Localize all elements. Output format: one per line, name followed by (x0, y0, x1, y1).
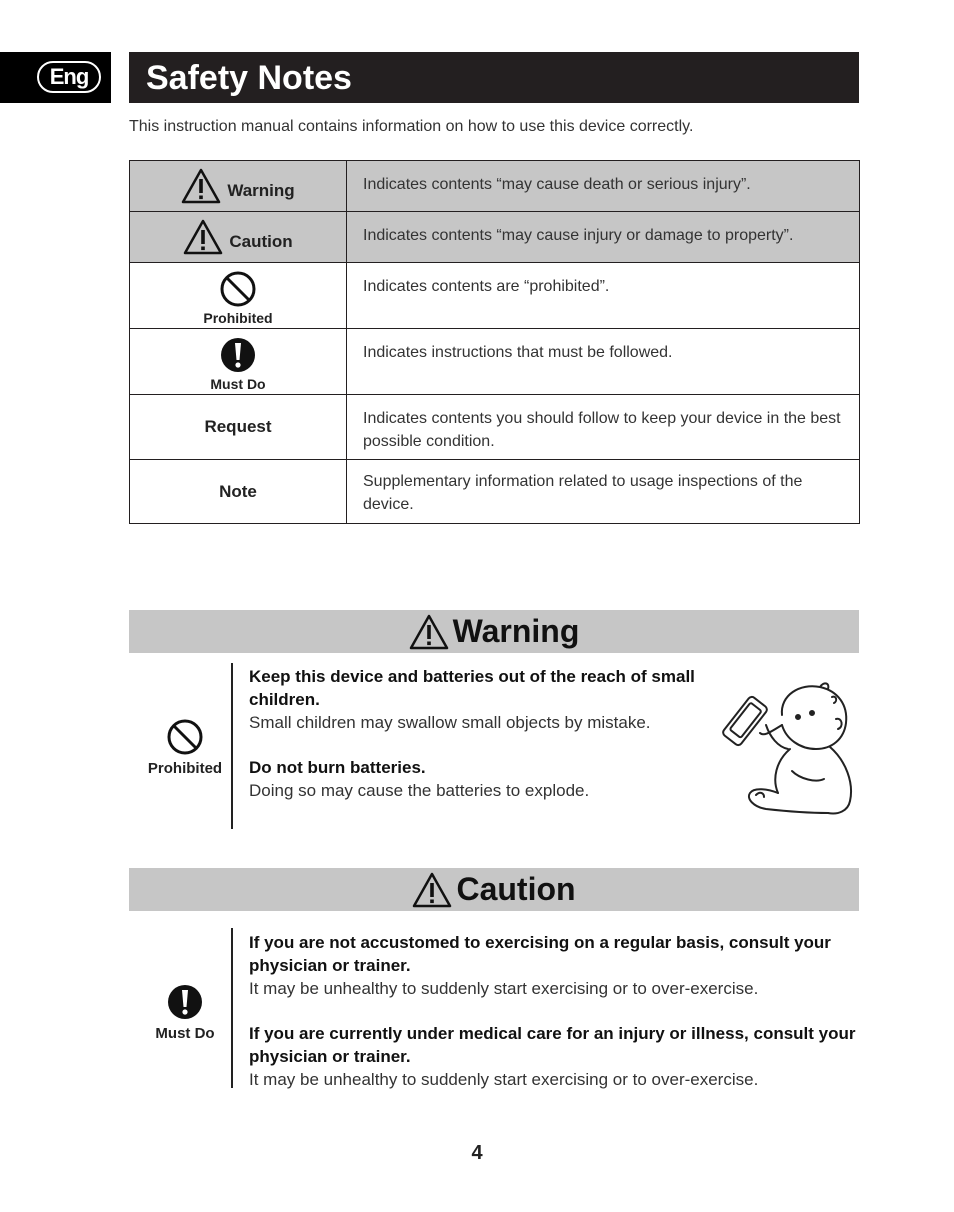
caution-divider (231, 928, 233, 1088)
legend-symbol-label: Note (130, 460, 347, 524)
warning-triangle-icon (412, 872, 452, 908)
language-badge: Eng (37, 61, 101, 93)
legend-symbol-label: Caution (229, 232, 293, 251)
caution-item-heading: If you are not accustomed to exercising on a regular basis, consult your physician or trainer. (249, 933, 831, 975)
legend-description: Indicates contents “may cause death or serious injury”. (347, 161, 860, 212)
legend-row-must-do (130, 329, 860, 395)
legend-symbol-label: Prohibited (203, 310, 273, 326)
prohibited-icon (166, 718, 204, 756)
legend-row-warning (130, 161, 860, 212)
legend-description: Indicates contents are “prohibited”. (347, 263, 860, 329)
caution-item-heading: If you are currently under medical care for an injury or illness, consult your physician or trainer. (249, 1024, 856, 1066)
warning-section-title: Warning (452, 613, 580, 649)
legend-symbol-label: Request (130, 395, 347, 460)
prohibited-icon (219, 270, 257, 308)
warning-item-heading: Do not burn batteries. (249, 758, 426, 777)
warning-section-bar (129, 610, 859, 653)
caution-section-bar (129, 868, 859, 911)
caution-item-text: It may be unhealthy to suddenly start exercising or to over-exercise. (249, 979, 759, 998)
caution-must-do-marker (144, 983, 226, 1042)
page-number: 4 (471, 1142, 483, 1164)
symbol-legend-table (129, 160, 860, 524)
prohibited-label: Prohibited (147, 760, 223, 777)
warning-item-heading: Keep this device and batteries out of the reach of small children. (249, 667, 695, 709)
exclamation-circle-icon (219, 336, 257, 374)
legend-row-note (130, 460, 860, 524)
baby-with-device-illustration (720, 675, 860, 820)
intro-text: This instruction manual contains information on how to use this device correctly. (129, 118, 694, 135)
legend-row-caution (130, 212, 860, 263)
caution-item-text: It may be unhealthy to suddenly start exercising or to over-exercise. (249, 1070, 759, 1089)
must-do-label: Must Do (155, 1025, 215, 1042)
legend-description: Supplementary information related to usage inspections of the device. (347, 460, 860, 524)
exclamation-circle-icon (166, 983, 204, 1021)
legend-row-request (130, 395, 860, 460)
warning-triangle-icon (183, 219, 223, 255)
legend-symbol-label: Must Do (210, 376, 266, 392)
warning-items (249, 665, 699, 802)
caution-section-title: Caution (456, 871, 576, 907)
legend-description: Indicates instructions that must be followed. (347, 329, 860, 395)
legend-description: Indicates contents “may cause injury or damage to property”. (347, 212, 860, 263)
legend-description: Indicates contents you should follow to keep your device in the best possible condition. (347, 395, 860, 460)
caution-items (249, 931, 859, 1091)
warning-divider (231, 663, 233, 829)
warning-triangle-icon (409, 614, 449, 650)
legend-symbol-label: Warning (227, 181, 295, 200)
warning-item-text: Doing so may cause the batteries to explode. (249, 781, 590, 800)
warning-triangle-icon (181, 168, 221, 204)
warning-prohibited-marker (144, 718, 226, 777)
legend-row-prohibited (130, 263, 860, 329)
warning-item-text: Small children may swallow small objects by mistake. (249, 713, 651, 732)
page-title: Safety Notes (146, 59, 352, 97)
